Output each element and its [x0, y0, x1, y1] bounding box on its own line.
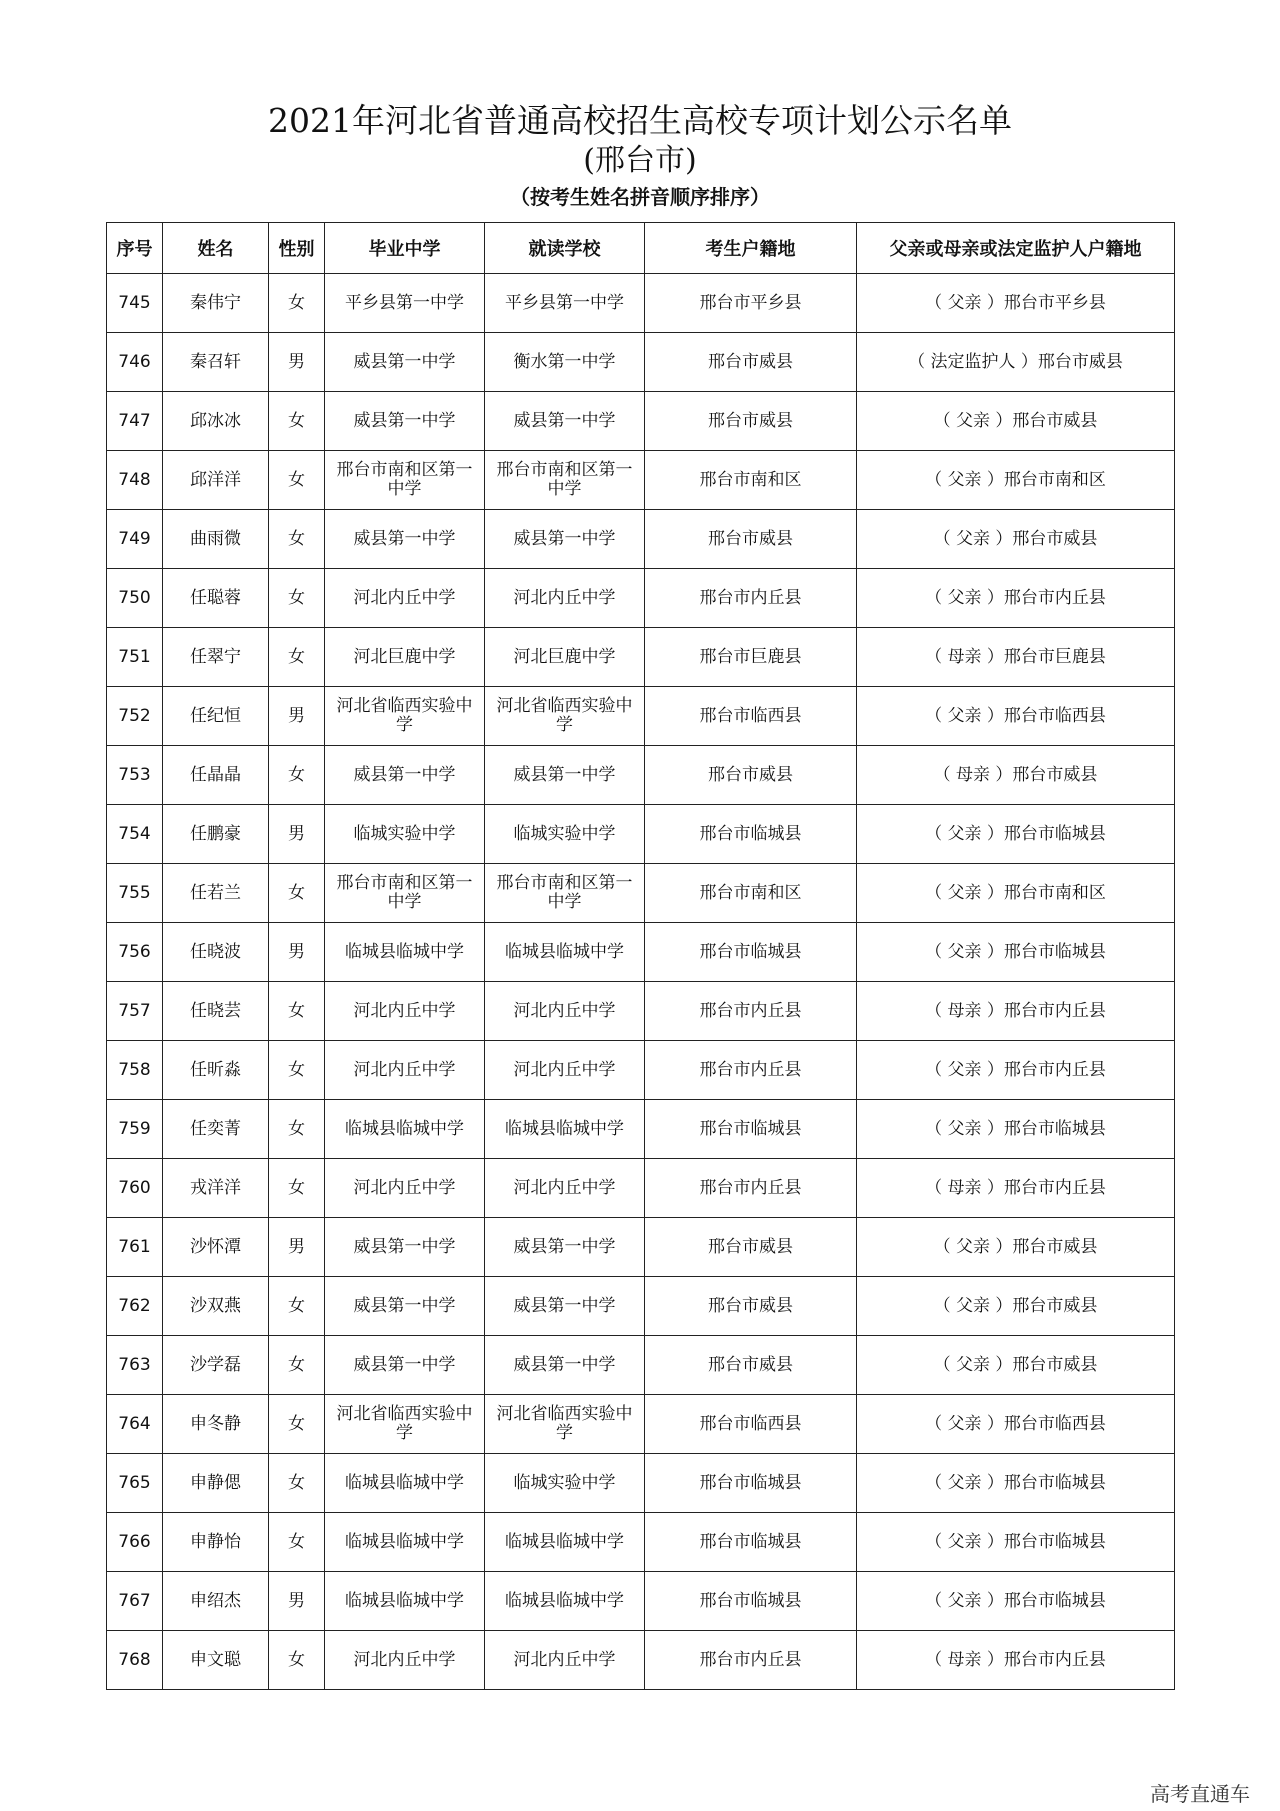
cell-name: 任若兰	[163, 864, 269, 923]
cell-graduated-school: 威县第一中学	[325, 333, 485, 392]
header-graduated-school: 毕业中学	[325, 223, 485, 274]
cell-gender: 女	[269, 1631, 325, 1690]
cell-current-school: 临城实验中学	[485, 805, 645, 864]
cell-guardian-registration: （ 父亲 ）邢台市威县	[857, 510, 1175, 569]
cell-household-registration: 邢台市临西县	[645, 687, 857, 746]
table-row	[107, 1513, 1175, 1572]
cell-graduated-school: 威县第一中学	[325, 1218, 485, 1277]
cell-graduated-school: 威县第一中学	[325, 1336, 485, 1395]
table-row	[107, 1572, 1175, 1631]
cell-index: 765	[107, 1454, 163, 1513]
cell-current-school: 河北内丘中学	[485, 982, 645, 1041]
cell-household-registration: 邢台市内丘县	[645, 1041, 857, 1100]
cell-household-registration: 邢台市南和区	[645, 864, 857, 923]
cell-graduated-school: 邢台市南和区第一中学	[325, 451, 485, 510]
cell-gender: 女	[269, 1277, 325, 1336]
cell-graduated-school: 邢台市南和区第一中学	[325, 864, 485, 923]
cell-gender: 女	[269, 274, 325, 333]
cell-name: 任鹏豪	[163, 805, 269, 864]
cell-gender: 女	[269, 1513, 325, 1572]
cell-index: 764	[107, 1395, 163, 1454]
cell-name: 邱冰冰	[163, 392, 269, 451]
cell-current-school: 河北内丘中学	[485, 1631, 645, 1690]
cell-current-school: 河北内丘中学	[485, 1159, 645, 1218]
cell-current-school: 临城县临城中学	[485, 1100, 645, 1159]
header-current-school: 就读学校	[485, 223, 645, 274]
table-row	[107, 1631, 1175, 1690]
cell-graduated-school: 河北内丘中学	[325, 982, 485, 1041]
cell-graduated-school: 河北省临西实验中学	[325, 687, 485, 746]
cell-guardian-registration: （ 父亲 ）邢台市内丘县	[857, 1041, 1175, 1100]
cell-gender: 女	[269, 1395, 325, 1454]
cell-name: 任昕淼	[163, 1041, 269, 1100]
cell-graduated-school: 河北省临西实验中学	[325, 1395, 485, 1454]
cell-graduated-school: 临城实验中学	[325, 805, 485, 864]
cell-gender: 女	[269, 1159, 325, 1218]
cell-gender: 女	[269, 864, 325, 923]
cell-name: 申静偲	[163, 1454, 269, 1513]
cell-name: 戎洋洋	[163, 1159, 269, 1218]
table-row	[107, 1454, 1175, 1513]
cell-index: 757	[107, 982, 163, 1041]
header-name: 姓名	[163, 223, 269, 274]
cell-name: 申绍杰	[163, 1572, 269, 1631]
cell-gender: 女	[269, 510, 325, 569]
cell-household-registration: 邢台市临西县	[645, 1395, 857, 1454]
cell-gender: 女	[269, 1100, 325, 1159]
cell-current-school: 临城县临城中学	[485, 1572, 645, 1631]
cell-current-school: 河北内丘中学	[485, 1041, 645, 1100]
table-row	[107, 569, 1175, 628]
cell-guardian-registration: （ 父亲 ）邢台市临城县	[857, 1100, 1175, 1159]
cell-household-registration: 邢台市临城县	[645, 1100, 857, 1159]
cell-index: 766	[107, 1513, 163, 1572]
cell-index: 748	[107, 451, 163, 510]
cell-index: 751	[107, 628, 163, 687]
watermark: 高考直通车	[1150, 1782, 1250, 1806]
cell-graduated-school: 河北内丘中学	[325, 569, 485, 628]
cell-gender: 男	[269, 333, 325, 392]
cell-index: 763	[107, 1336, 163, 1395]
cell-name: 任聪蓉	[163, 569, 269, 628]
cell-guardian-registration: （ 父亲 ）邢台市临城县	[857, 1513, 1175, 1572]
cell-gender: 男	[269, 1572, 325, 1631]
cell-gender: 女	[269, 1041, 325, 1100]
cell-index: 760	[107, 1159, 163, 1218]
cell-current-school: 邢台市南和区第一中学	[485, 451, 645, 510]
cell-graduated-school: 河北巨鹿中学	[325, 628, 485, 687]
cell-guardian-registration: （ 父亲 ）邢台市临城县	[857, 1572, 1175, 1631]
table-row	[107, 333, 1175, 392]
cell-name: 沙怀潭	[163, 1218, 269, 1277]
cell-current-school: 邢台市南和区第一中学	[485, 864, 645, 923]
candidate-table	[106, 222, 1175, 1690]
cell-current-school: 威县第一中学	[485, 1218, 645, 1277]
cell-guardian-registration: （ 父亲 ）邢台市威县	[857, 392, 1175, 451]
table-row	[107, 392, 1175, 451]
document-title: 2021年河北省普通高校招生高校专项计划公示名单	[268, 101, 1012, 140]
cell-graduated-school: 临城县临城中学	[325, 923, 485, 982]
cell-graduated-school: 临城县临城中学	[325, 1572, 485, 1631]
cell-index: 745	[107, 274, 163, 333]
cell-gender: 女	[269, 569, 325, 628]
cell-household-registration: 邢台市临城县	[645, 923, 857, 982]
table-row	[107, 1159, 1175, 1218]
cell-guardian-registration: （ 父亲 ）邢台市内丘县	[857, 569, 1175, 628]
cell-name: 秦伟宁	[163, 274, 269, 333]
table-row	[107, 1395, 1175, 1454]
cell-household-registration: 邢台市内丘县	[645, 1159, 857, 1218]
cell-name: 任晶晶	[163, 746, 269, 805]
cell-current-school: 河北省临西实验中学	[485, 1395, 645, 1454]
cell-name: 任晓波	[163, 923, 269, 982]
cell-guardian-registration: （ 母亲 ）邢台市内丘县	[857, 982, 1175, 1041]
cell-name: 曲雨微	[163, 510, 269, 569]
cell-index: 768	[107, 1631, 163, 1690]
cell-guardian-registration: （ 父亲 ）邢台市威县	[857, 1336, 1175, 1395]
cell-household-registration: 邢台市南和区	[645, 451, 857, 510]
cell-household-registration: 邢台市内丘县	[645, 982, 857, 1041]
cell-graduated-school: 临城县临城中学	[325, 1100, 485, 1159]
cell-current-school: 衡水第一中学	[485, 333, 645, 392]
document-subtitle: (邢台市)	[583, 143, 697, 178]
table-row	[107, 982, 1175, 1041]
cell-guardian-registration: （ 父亲 ）邢台市临城县	[857, 1454, 1175, 1513]
cell-name: 申静怡	[163, 1513, 269, 1572]
cell-household-registration: 邢台市内丘县	[645, 569, 857, 628]
cell-guardian-registration: （ 父亲 ）邢台市威县	[857, 1218, 1175, 1277]
cell-graduated-school: 平乡县第一中学	[325, 274, 485, 333]
table-header-row	[107, 223, 1175, 274]
cell-graduated-school: 威县第一中学	[325, 746, 485, 805]
cell-current-school: 平乡县第一中学	[485, 274, 645, 333]
cell-guardian-registration: （ 父亲 ）邢台市临西县	[857, 1395, 1175, 1454]
table-row	[107, 1336, 1175, 1395]
cell-guardian-registration: （ 母亲 ）邢台市内丘县	[857, 1631, 1175, 1690]
cell-graduated-school: 临城县临城中学	[325, 1454, 485, 1513]
cell-household-registration: 邢台市临城县	[645, 805, 857, 864]
cell-guardian-registration: （ 母亲 ）邢台市巨鹿县	[857, 628, 1175, 687]
cell-guardian-registration: （ 父亲 ）邢台市临城县	[857, 923, 1175, 982]
cell-current-school: 威县第一中学	[485, 746, 645, 805]
cell-household-registration: 邢台市临城县	[645, 1513, 857, 1572]
cell-current-school: 河北巨鹿中学	[485, 628, 645, 687]
cell-guardian-registration: （ 法定监护人 ）邢台市威县	[857, 333, 1175, 392]
cell-household-registration: 邢台市威县	[645, 392, 857, 451]
cell-index: 752	[107, 687, 163, 746]
cell-name: 任纪恒	[163, 687, 269, 746]
header-index: 序号	[107, 223, 163, 274]
cell-gender: 男	[269, 1218, 325, 1277]
cell-graduated-school: 河北内丘中学	[325, 1041, 485, 1100]
cell-gender: 女	[269, 392, 325, 451]
cell-guardian-registration: （ 父亲 ）邢台市临城县	[857, 805, 1175, 864]
cell-guardian-registration: （ 父亲 ）邢台市南和区	[857, 864, 1175, 923]
cell-guardian-registration: （ 父亲 ）邢台市临西县	[857, 687, 1175, 746]
cell-household-registration: 邢台市临城县	[645, 1572, 857, 1631]
cell-graduated-school: 河北内丘中学	[325, 1159, 485, 1218]
cell-current-school: 临城实验中学	[485, 1454, 645, 1513]
cell-household-registration: 邢台市平乡县	[645, 274, 857, 333]
table-row	[107, 805, 1175, 864]
cell-index: 749	[107, 510, 163, 569]
table-row	[107, 510, 1175, 569]
cell-current-school: 威县第一中学	[485, 1277, 645, 1336]
cell-index: 759	[107, 1100, 163, 1159]
cell-name: 邱洋洋	[163, 451, 269, 510]
cell-name: 沙学磊	[163, 1336, 269, 1395]
cell-gender: 男	[269, 805, 325, 864]
cell-household-registration: 邢台市威县	[645, 1336, 857, 1395]
cell-index: 753	[107, 746, 163, 805]
cell-household-registration: 邢台市内丘县	[645, 1631, 857, 1690]
cell-index: 756	[107, 923, 163, 982]
table-row	[107, 923, 1175, 982]
cell-graduated-school: 威县第一中学	[325, 1277, 485, 1336]
cell-guardian-registration: （ 父亲 ）邢台市平乡县	[857, 274, 1175, 333]
table-row	[107, 628, 1175, 687]
header-gender: 性别	[269, 223, 325, 274]
header-guardian-registration: 父亲或母亲或法定监护人户籍地	[857, 223, 1175, 274]
cell-household-registration: 邢台市威县	[645, 746, 857, 805]
table-row	[107, 864, 1175, 923]
cell-name: 沙双燕	[163, 1277, 269, 1336]
table-row	[107, 687, 1175, 746]
cell-gender: 女	[269, 451, 325, 510]
cell-graduated-school: 威县第一中学	[325, 392, 485, 451]
cell-gender: 女	[269, 1336, 325, 1395]
cell-name: 任晓芸	[163, 982, 269, 1041]
header-household-registration: 考生户籍地	[645, 223, 857, 274]
cell-name: 任奕菁	[163, 1100, 269, 1159]
cell-household-registration: 邢台市临城县	[645, 1454, 857, 1513]
cell-current-school: 河北内丘中学	[485, 569, 645, 628]
cell-index: 750	[107, 569, 163, 628]
cell-gender: 女	[269, 1454, 325, 1513]
cell-index: 746	[107, 333, 163, 392]
cell-graduated-school: 河北内丘中学	[325, 1631, 485, 1690]
cell-household-registration: 邢台市巨鹿县	[645, 628, 857, 687]
cell-current-school: 临城县临城中学	[485, 923, 645, 982]
cell-index: 767	[107, 1572, 163, 1631]
table-row	[107, 1277, 1175, 1336]
cell-name: 申冬静	[163, 1395, 269, 1454]
table-row	[107, 746, 1175, 805]
cell-current-school: 威县第一中学	[485, 392, 645, 451]
cell-index: 758	[107, 1041, 163, 1100]
cell-current-school: 威县第一中学	[485, 510, 645, 569]
cell-name: 秦召轩	[163, 333, 269, 392]
cell-index: 747	[107, 392, 163, 451]
cell-index: 761	[107, 1218, 163, 1277]
cell-household-registration: 邢台市威县	[645, 1218, 857, 1277]
table-row	[107, 1218, 1175, 1277]
cell-graduated-school: 威县第一中学	[325, 510, 485, 569]
cell-graduated-school: 临城县临城中学	[325, 1513, 485, 1572]
cell-gender: 男	[269, 923, 325, 982]
table-row	[107, 1041, 1175, 1100]
table-row	[107, 1100, 1175, 1159]
cell-gender: 女	[269, 628, 325, 687]
cell-guardian-registration: （ 父亲 ）邢台市威县	[857, 1277, 1175, 1336]
cell-name: 任翠宁	[163, 628, 269, 687]
cell-index: 754	[107, 805, 163, 864]
cell-current-school: 临城县临城中学	[485, 1513, 645, 1572]
cell-current-school: 威县第一中学	[485, 1336, 645, 1395]
sort-note: （按考生姓名拼音顺序排序）	[510, 185, 770, 209]
cell-gender: 女	[269, 746, 325, 805]
cell-index: 762	[107, 1277, 163, 1336]
cell-guardian-registration: （ 父亲 ）邢台市南和区	[857, 451, 1175, 510]
cell-current-school: 河北省临西实验中学	[485, 687, 645, 746]
cell-name: 申文聪	[163, 1631, 269, 1690]
cell-gender: 女	[269, 982, 325, 1041]
cell-guardian-registration: （ 母亲 ）邢台市内丘县	[857, 1159, 1175, 1218]
cell-index: 755	[107, 864, 163, 923]
cell-household-registration: 邢台市威县	[645, 333, 857, 392]
cell-guardian-registration: （ 母亲 ）邢台市威县	[857, 746, 1175, 805]
table-row	[107, 274, 1175, 333]
table-row	[107, 451, 1175, 510]
cell-gender: 男	[269, 687, 325, 746]
cell-household-registration: 邢台市威县	[645, 1277, 857, 1336]
cell-household-registration: 邢台市威县	[645, 510, 857, 569]
